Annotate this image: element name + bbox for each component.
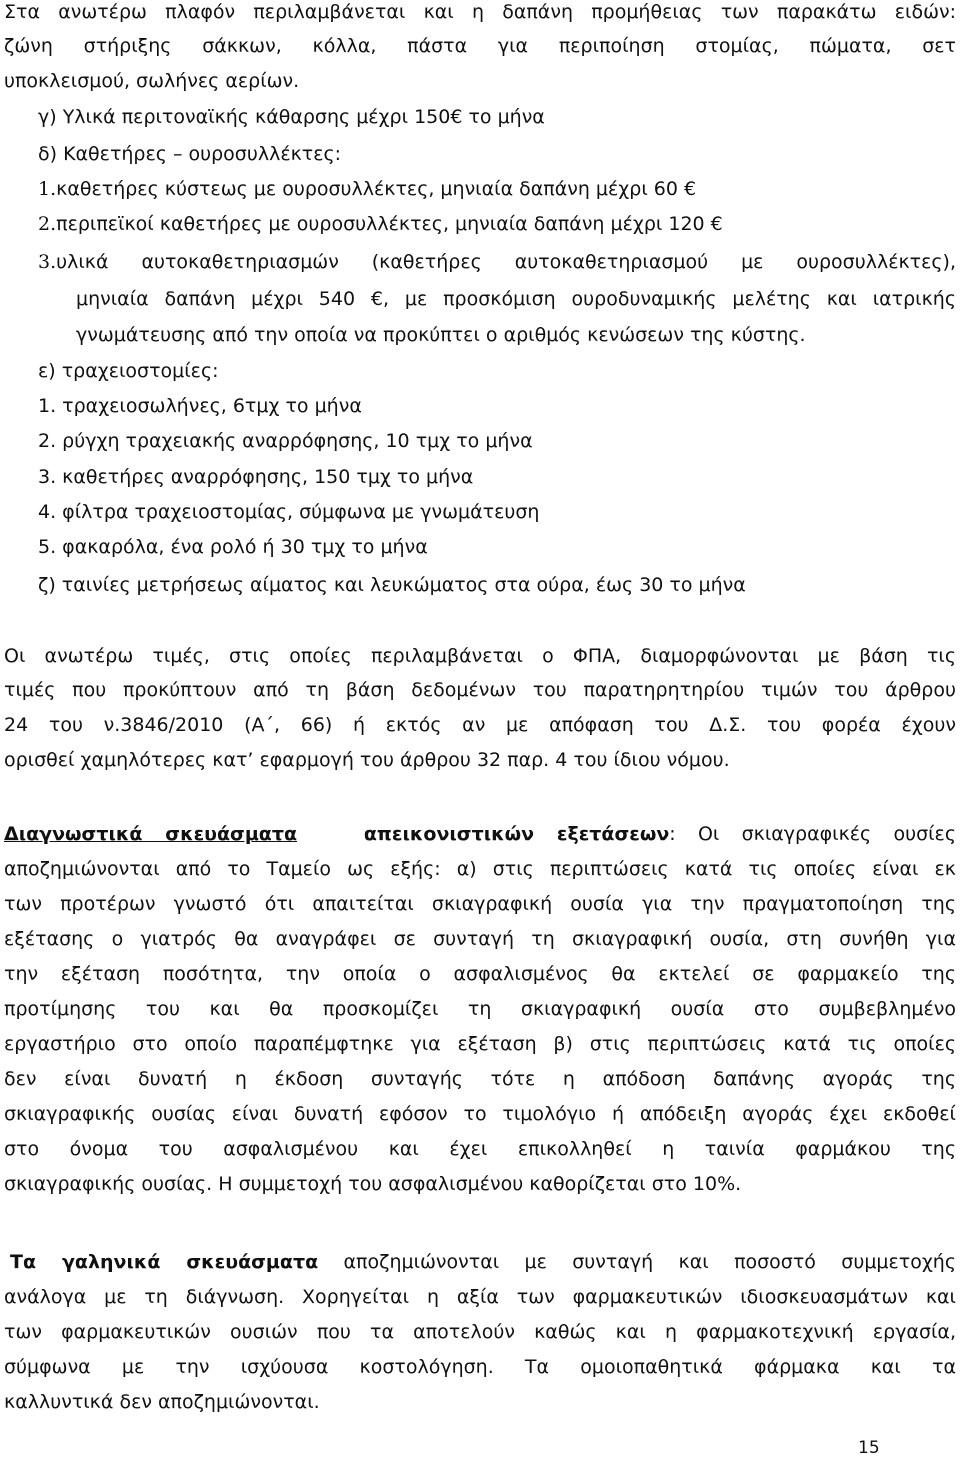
list-number: 1.	[38, 178, 57, 200]
list-heading-z: ζ) ταινίες μετρήσεως αίματος και λευκώματος στα ούρα, έως 30 το μήνα	[38, 574, 746, 596]
list-heading-e: ε) τραχειοστομίες:	[38, 360, 219, 382]
list-number: 3.	[38, 251, 57, 273]
section-heading: απεικονιστικών εξετάσεων	[363, 823, 670, 845]
section-heading: Τα γαληνικά σκευάσματα	[10, 1251, 319, 1273]
paragraph-line: ορισθεί χαμηλότερες κατ’ εφαρμογή του άρθρου 32 παρ. 4 του ίδιου νόμου.	[4, 749, 730, 771]
paragraph-line: 24 του ν.3846/2010 (Α΄, 66) ή εκτός αν με απόφαση του Δ.Σ. του φορέα έχουν	[4, 714, 956, 736]
paragraph-line: αποζημιώνονται από το Ταμείο ως εξής: α) στις περιπτώσεις κατά τις οποίες είναι εκ	[4, 858, 956, 880]
list-heading-g: γ) Υλικά περιτοναϊκής κάθαρσης μέχρι 150€ το μήνα	[38, 106, 545, 128]
paragraph-line: των φαρμακευτικών ουσιών που τα αποτελούν καθώς και η φαρμακοτεχνική εργασία,	[4, 1321, 956, 1343]
list-item-continuation: μηνιαία δαπάνη μέχρι 540 €, με προσκόμιση ουροδυναμικής μελέτης και ιατρικής	[76, 288, 956, 310]
paragraph-line: δεν είναι δυνατή η έκδοση συνταγής τότε η απόδοση δαπάνης αγοράς της	[4, 1068, 956, 1090]
list-item-text: υλικά αυτοκαθετηριασμών (καθετήρες αυτοκαθετηριασμού με ουροσυλλέκτες),	[56, 251, 956, 273]
paragraph-line: ζώνη στήριξης σάκκων, κόλλα, πάστα για περιποίηση στομίας, πώματα, σετ	[4, 35, 956, 57]
paragraph-line: σύμφωνα με την ισχύουσα κοστολόγηση. Τα ομοιοπαθητικά φάρμακα και τα	[4, 1356, 956, 1378]
paragraph-line: ανάλογα με τη διάγνωση. Χορηγείται η αξία των φαρμακευτικών ιδιοσκευασμάτων και	[4, 1286, 956, 1308]
paragraph-line: εργαστήριο στο οποίο παραπέμφτηκε για εξέταση β) στις περιπτώσεις κατά τις οποίες	[4, 1033, 956, 1055]
paragraph-line: σκιαγραφικής ουσίας. Η συμμετοχή του ασφαλισμένου καθορίζεται στο 10%.	[4, 1173, 742, 1195]
paragraph-line: την εξέταση ποσότητα, την οποία ο ασφαλισμένος θα εκτελεί σε φαρμακείο της	[4, 963, 956, 985]
list-item-text: καθετήρες κύστεως με ουροσυλλέκτες, μηνιαία δαπάνη μέχρι 60 €	[56, 178, 697, 200]
paragraph-line: εξέτασης ο γιατρός θα αναγράφει σε συνταγή τη σκιαγραφική ουσία, στη συνήθη για	[4, 928, 956, 950]
list-heading-d: δ) Καθετήρες – ουροσυλλέκτες:	[38, 143, 342, 165]
list-item	[38, 212, 956, 236]
paragraph-line: καλλυντικά δεν αποζημιώνονται.	[4, 1391, 320, 1413]
section-heading: Διαγνωστικά σκευάσματα	[4, 823, 298, 845]
list-item: 4. φίλτρα τραχειοστομίας, σύμφωνα με γνωμάτευση	[38, 501, 540, 523]
paragraph-text: αποζημιώνονται με συνταγή και ποσοστό συμμετοχής	[318, 1251, 956, 1273]
paragraph-line: υποκλεισμού, σωλήνες αερίων.	[4, 70, 300, 92]
list-item: 3. καθετήρες αναρρόφησης, 150 τμχ το μήνα	[38, 466, 474, 488]
paragraph-line	[4, 822, 956, 846]
paragraph-line: σκιαγραφικής ουσίας είναι δυνατή εφόσον το τιμολόγιο ή απόδειξη αγοράς έχει εκδοθεί	[4, 1103, 956, 1125]
list-item: 5. φακαρόλα, ένα ρολό ή 30 τμχ το μήνα	[38, 536, 428, 558]
list-item	[38, 177, 956, 201]
paragraph-line: Οι ανωτέρω τιμές, στις οποίες περιλαμβάνεται ο ΦΠΑ, διαμορφώνονται με βάση τις	[4, 645, 956, 667]
page-number: 15	[858, 1438, 880, 1458]
list-item-text: περιπεϊκοί καθετήρες με ουροσυλλέκτες, μηνιαία δαπάνη μέχρι 120 €	[56, 213, 723, 235]
paragraph-line: των προτέρων γνωστό ότι απαιτείται σκιαγραφική ουσία για την πραγματοποίηση της	[4, 893, 956, 915]
list-number: 2.	[38, 213, 57, 235]
paragraph-line: προτίμησης του και θα προσκομίζει τη σκιαγραφική ουσία στο συμβεβλημένο	[4, 998, 956, 1020]
paragraph-line: στο όνομα του ασφαλισμένου και έχει επικολληθεί η ταινία φαρμάκου της	[4, 1138, 956, 1160]
list-item: 2. ρύγχη τραχειακής αναρρόφησης, 10 τμχ το μήνα	[38, 430, 533, 452]
paragraph-line	[10, 1250, 956, 1274]
list-item: 1. τραχειοσωλήνες, 6τμχ το μήνα	[38, 395, 362, 417]
paragraph-line: Στα ανωτέρω πλαφόν περιλαμβάνεται και η δαπάνη προμήθειας των παρακάτω ειδών:	[4, 1, 956, 23]
paragraph-line: τιμές που προκύπτουν από τη βάση δεδομένων του παρατηρητηρίου τιμών του άρθρου	[4, 679, 956, 701]
paragraph-text: : Οι σκιαγραφικές ουσίες	[669, 823, 956, 845]
list-item	[38, 250, 956, 274]
list-item-continuation: γνωμάτευσης από την οποία να προκύπτει ο αριθμός κενώσεων της κύστης.	[76, 324, 806, 346]
